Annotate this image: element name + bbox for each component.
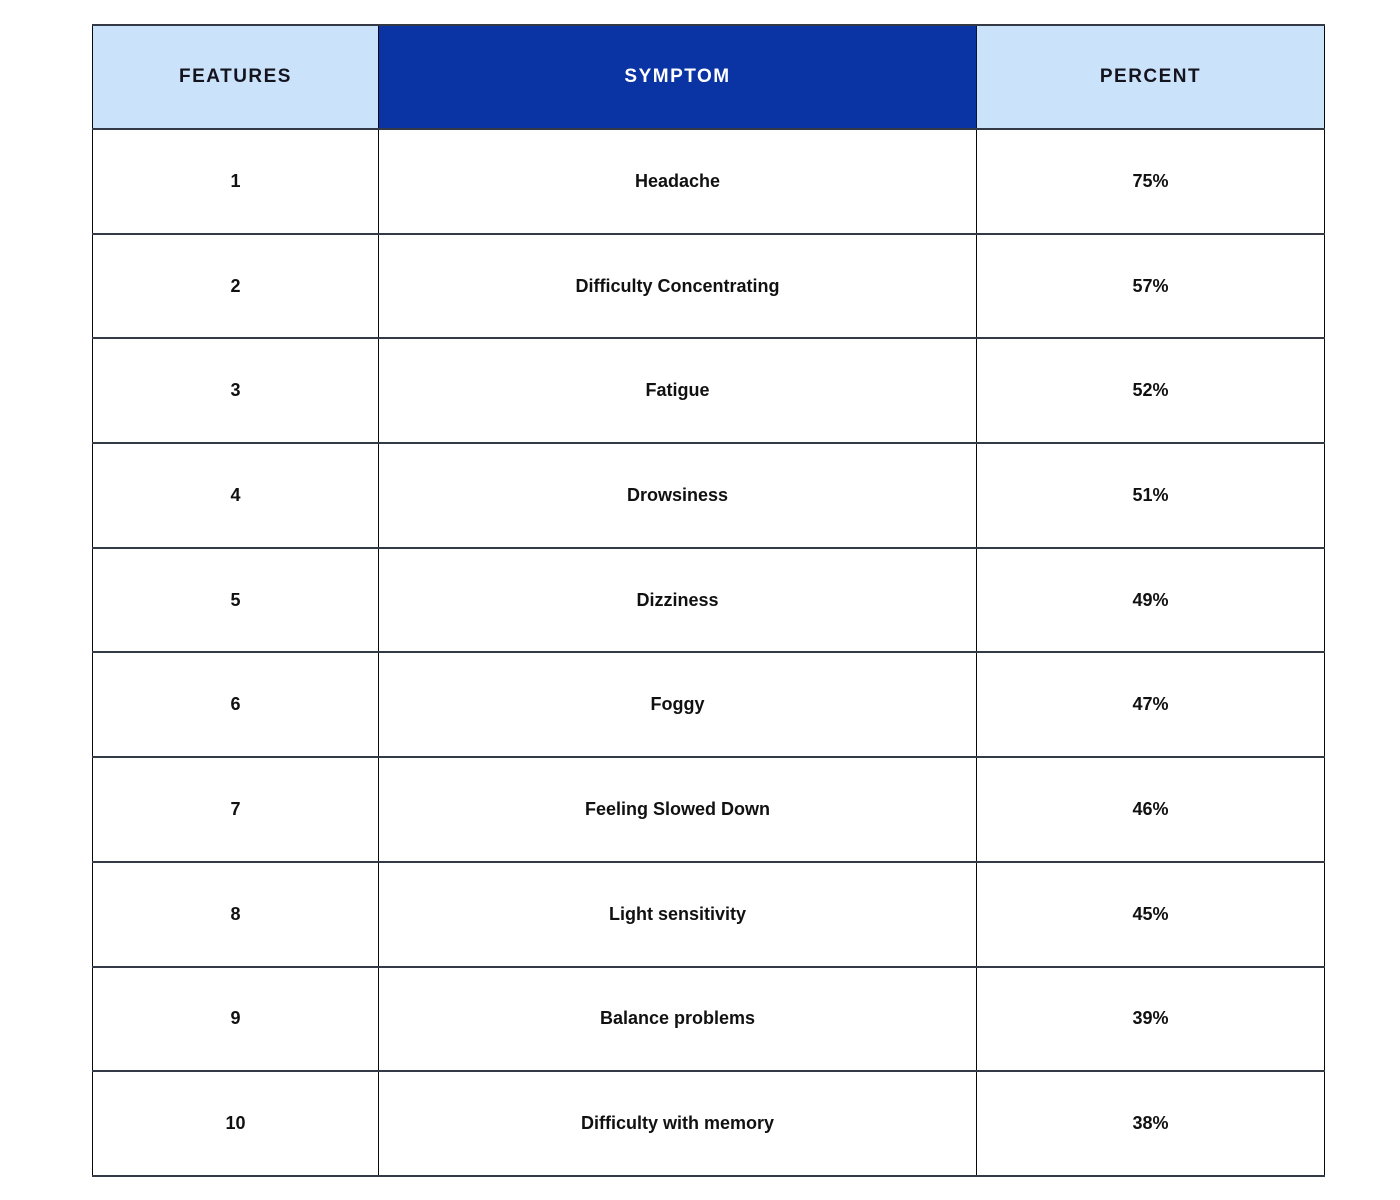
symptom-cell: Feeling Slowed Down: [379, 757, 977, 862]
symptom-cell: Headache: [379, 129, 977, 234]
percent-cell: 57%: [977, 234, 1325, 339]
feature-cell: 3: [93, 338, 379, 443]
symptom-cell: Fatigue: [379, 338, 977, 443]
symptom-cell: Light sensitivity: [379, 862, 977, 967]
symptom-cell: Difficulty with memory: [379, 1071, 977, 1176]
symptom-cell: Drowsiness: [379, 443, 977, 548]
feature-cell: 8: [93, 862, 379, 967]
symptom-percent-table-container: [92, 24, 1324, 1175]
table-row: [93, 862, 1325, 967]
header-cell-percent: PERCENT: [977, 25, 1325, 129]
percent-cell: 45%: [977, 862, 1325, 967]
symptom-cell: Difficulty Concentrating: [379, 234, 977, 339]
percent-cell: 52%: [977, 338, 1325, 443]
percent-cell: 49%: [977, 548, 1325, 653]
symptom-cell: Dizziness: [379, 548, 977, 653]
feature-cell: 10: [93, 1071, 379, 1176]
table-row: [93, 967, 1325, 1072]
feature-cell: 1: [93, 129, 379, 234]
percent-cell: 47%: [977, 652, 1325, 757]
symptom-cell: Foggy: [379, 652, 977, 757]
table-row: [93, 652, 1325, 757]
feature-cell: 2: [93, 234, 379, 339]
table-row: [93, 338, 1325, 443]
table-row: [93, 548, 1325, 653]
table-body: [93, 129, 1325, 1176]
percent-cell: 39%: [977, 967, 1325, 1072]
feature-cell: 4: [93, 443, 379, 548]
feature-cell: 6: [93, 652, 379, 757]
table-row: [93, 1071, 1325, 1176]
feature-cell: 5: [93, 548, 379, 653]
percent-cell: 75%: [977, 129, 1325, 234]
header-cell-symptom: SYMPTOM: [379, 25, 977, 129]
percent-cell: 51%: [977, 443, 1325, 548]
table-row: [93, 757, 1325, 862]
symptom-cell: Balance problems: [379, 967, 977, 1072]
table-row: [93, 129, 1325, 234]
symptom-percent-table: [92, 24, 1325, 1177]
header-row: [93, 25, 1325, 129]
header-cell-features: FEATURES: [93, 25, 379, 129]
table-header: [93, 25, 1325, 129]
table-row: [93, 234, 1325, 339]
percent-cell: 38%: [977, 1071, 1325, 1176]
table-row: [93, 443, 1325, 548]
feature-cell: 9: [93, 967, 379, 1072]
feature-cell: 7: [93, 757, 379, 862]
percent-cell: 46%: [977, 757, 1325, 862]
